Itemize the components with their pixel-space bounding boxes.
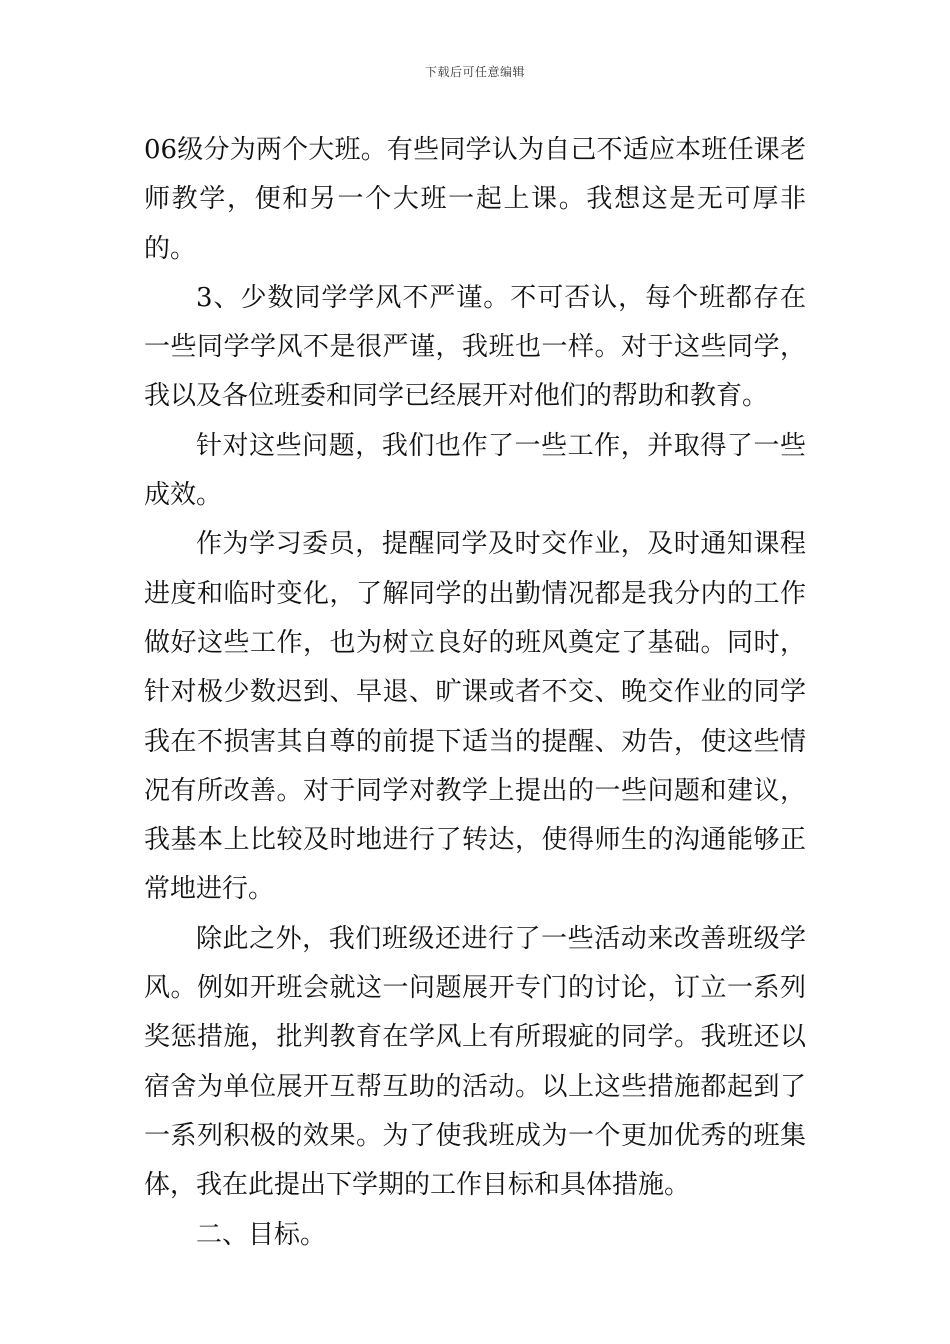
- paragraph-study-style: 3、少数同学学风不严谨。不可否认，每个班都存在一些同学学风不是很严谨，我班也一样。对于这些同学，我以及各位班委和同学已经展开对他们的帮助和教育。: [144, 282, 806, 412]
- paragraph-class-activities: 除此之外，我们班级还进行了一些活动来改善班级学风。例如开班会就这一问题展开专门的讨论，订立一系列奖惩措施，批判教育在学风上有所瑕疵的同学。我班还以宿舍为单位展开互帮互助的活动。以上这些措施都起到了一系列积极的效果。为了使我班成为一个更加优秀的班集体，我在此提出下学期的工作目标和具体措施。: [144, 923, 806, 1201]
- paragraph-continuation: 06级分为两个大班。有些同学认为自己不适应本班任课老师教学，便和另一个大班一起上课。我想这是无可厚非的。: [144, 135, 806, 264]
- section-heading-goals: 二、目标。: [196, 1219, 327, 1250]
- document-body: [144, 126, 806, 1260]
- page-header: 下载后可任意编辑: [424, 65, 525, 79]
- paragraph-study-committee-work: 作为学习委员，提醒同学及时交作业，及时通知课程进度和临时变化，了解同学的出勤情况都是我分内的工作做好这些工作，也为树立良好的班风奠定了基础。同时，针对极少数迟到、早退、旷课或者不交、晚交作业的同学我在不损害其自尊的前提下适当的提醒、劝告，使这些情况有所改善。对于同学对教学上提出的一些问题和建议，我基本上比较及时地进行了转达，使得师生的沟通能够正常地进行。: [144, 529, 806, 905]
- paragraph-measures-intro: 针对这些问题，我们也作了一些工作，并取得了一些成效。: [144, 430, 806, 511]
